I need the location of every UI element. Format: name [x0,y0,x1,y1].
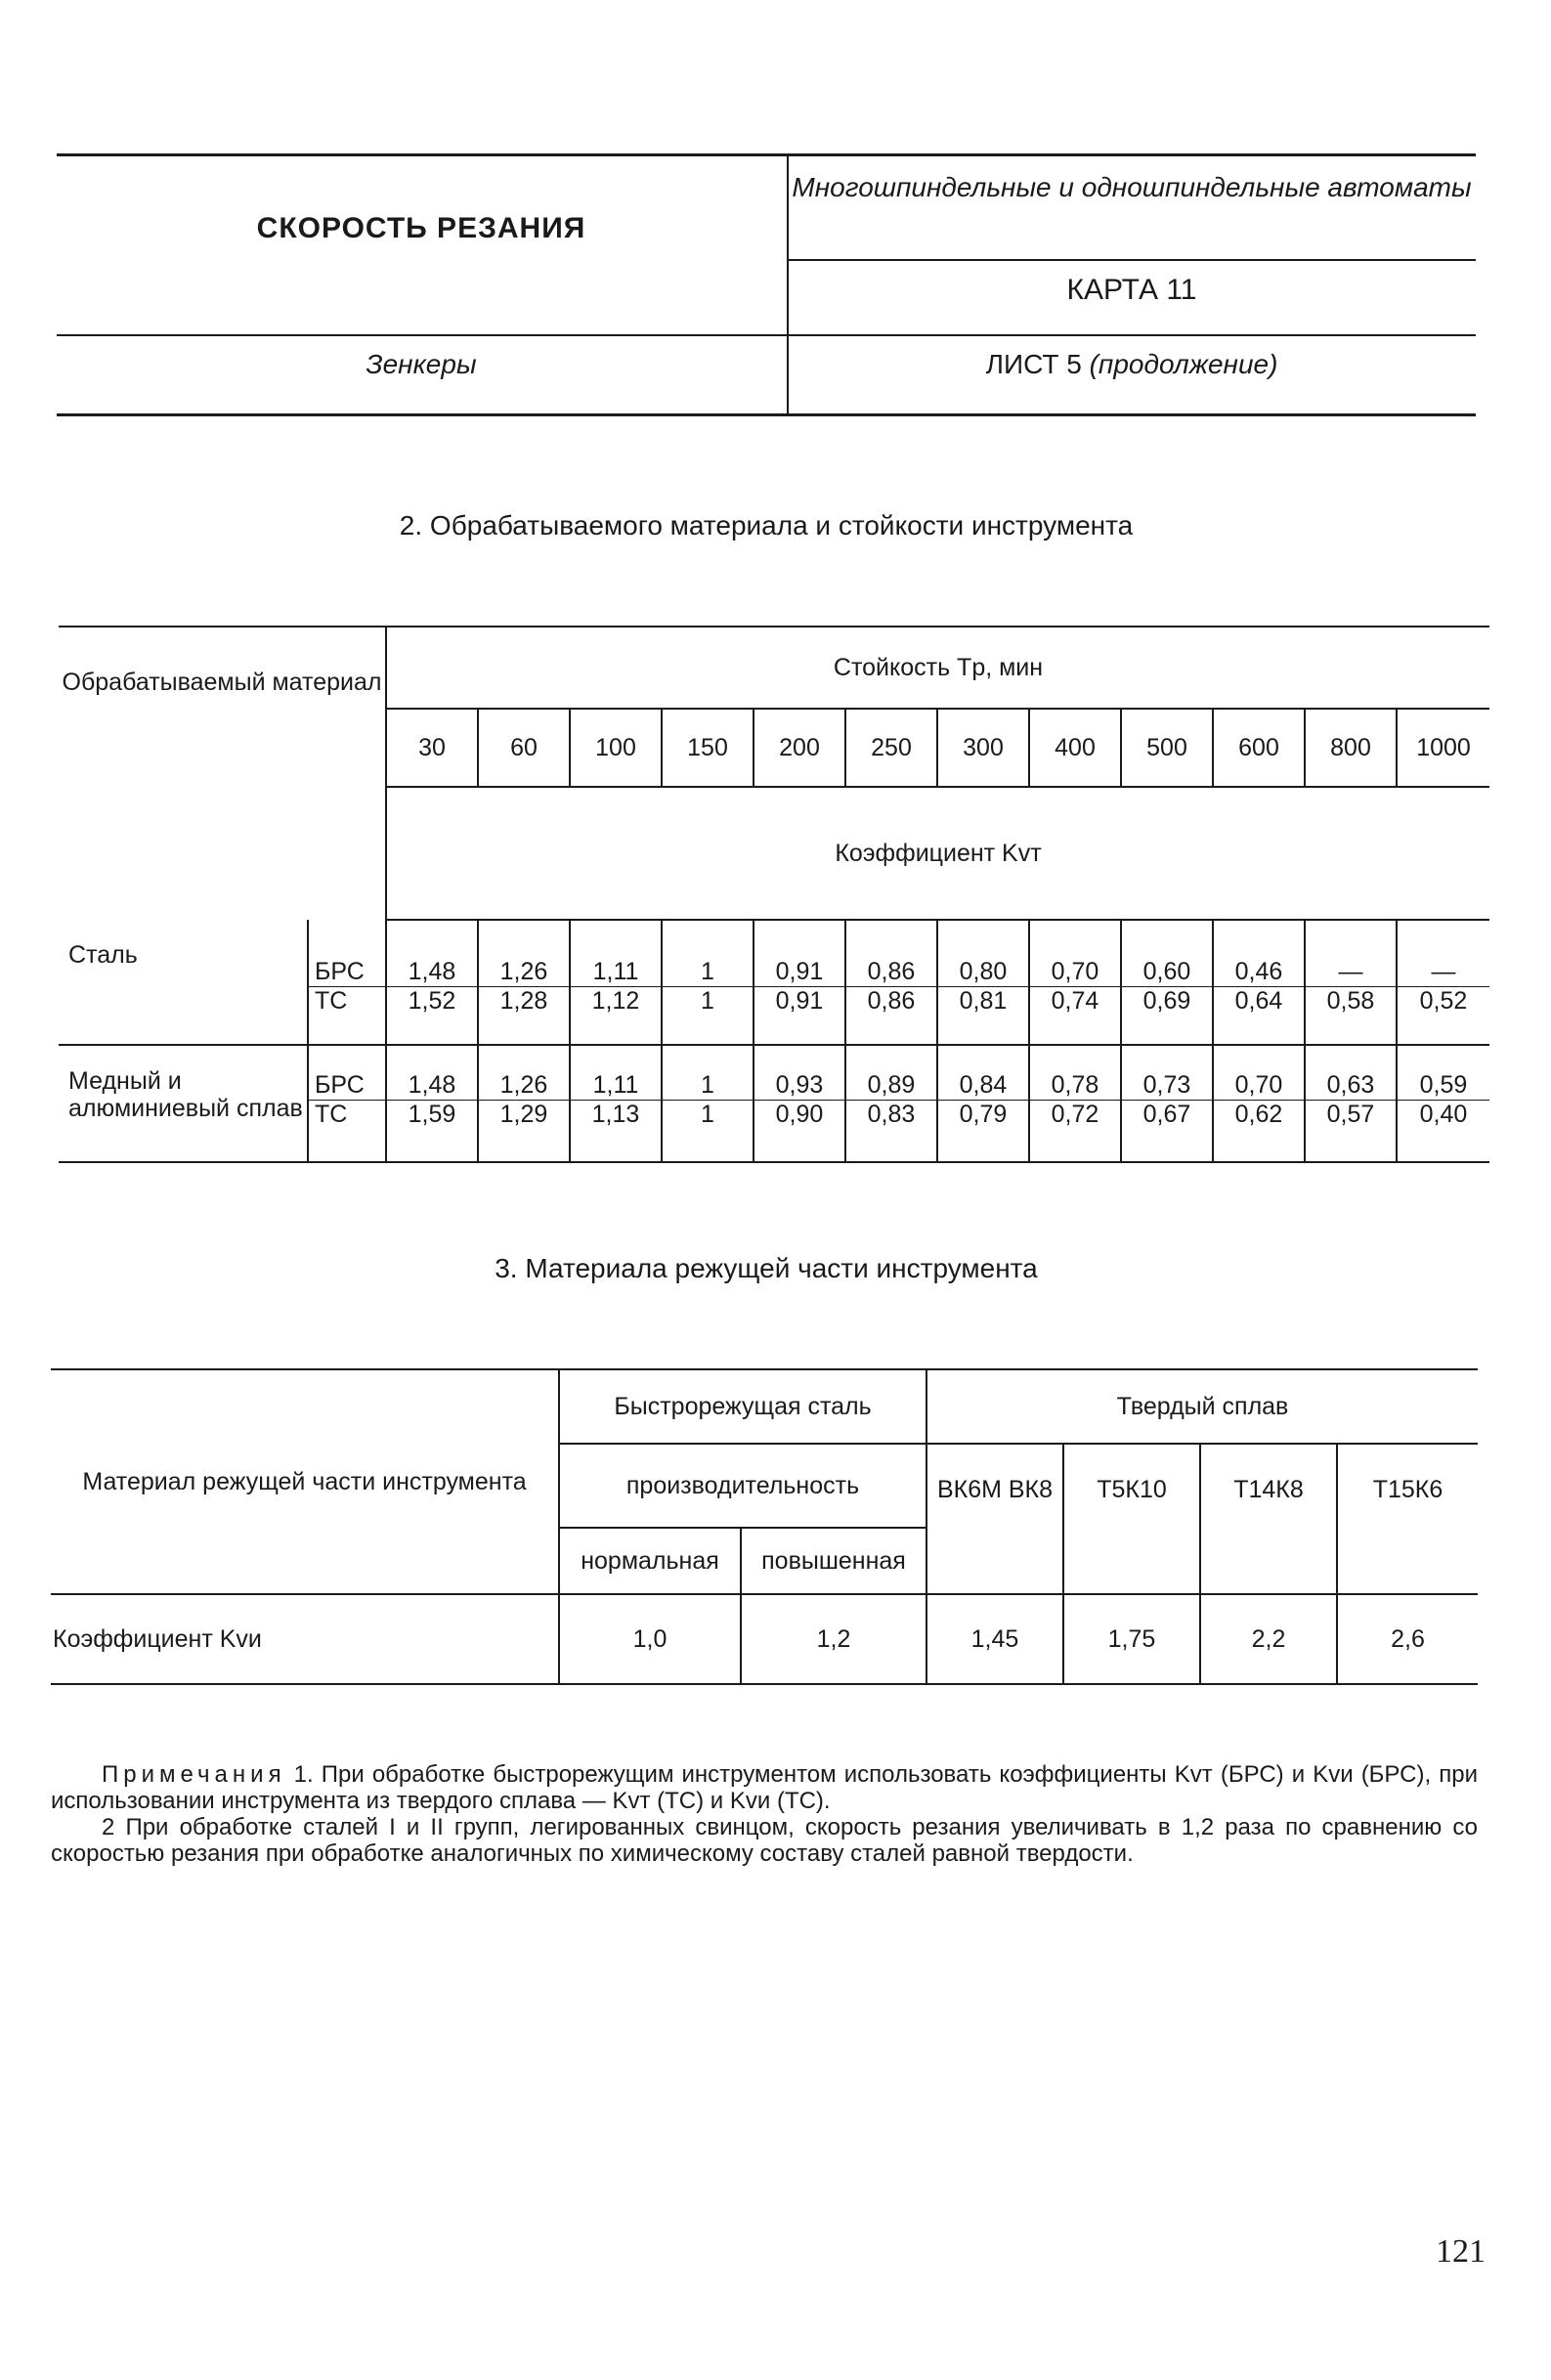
cell: 0,74 [1029,986,1121,1045]
tool-material: БРС [308,920,386,986]
cell: 1,0 [559,1594,741,1684]
cell: 0,91 [754,920,845,986]
cell: 0,63 [1305,1045,1397,1100]
cell: 1,48 [386,920,478,986]
cell: 0,78 [1029,1045,1121,1100]
cell: 0,58 [1305,986,1397,1045]
cell: 0,52 [1397,986,1489,1045]
cell: 1,26 [478,920,570,986]
cell: 0,67 [1121,1100,1213,1162]
cell: 1,59 [386,1100,478,1162]
cell: 0,59 [1397,1045,1489,1100]
cell: 0,60 [1121,920,1213,986]
cell: 0,70 [1029,920,1121,986]
card-number: КАРТА 11 [1066,274,1197,306]
cell: 0,86 [845,986,937,1045]
tool-material: БРС [308,1045,386,1100]
cell: 1,75 [1063,1594,1200,1684]
tool-life-value: 1000 [1397,709,1489,787]
notes-label: Примечания [102,1761,286,1788]
cell: 0,46 [1213,920,1305,986]
cell: 1,48 [386,1045,478,1100]
cell: 1,45 [926,1594,1063,1684]
section2-title: 2. Обрабатываемого материала и стойкости инструмента [399,510,1134,541]
alloy-t15k6: Т15К6 [1337,1444,1478,1594]
cell: 1,2 [741,1594,926,1684]
note-1-text: 1. При обработке быстрорежущим инструментом использовать коэффициенты Kvт (БРС) и Kvи (БРС), при использовании инструмента из твердого сплава — Kvт (ТС) и Kvи (ТС). [51,1761,1478,1814]
cell: 0,64 [1213,986,1305,1045]
page-title: СКОРОСТЬ РЕЗАНИЯ [256,212,586,244]
cutting-material-header: Материал режущей части инструмента [51,1369,559,1594]
tool-life-value: 500 [1121,709,1213,787]
table-row [59,920,1489,986]
cell: 0,83 [845,1100,937,1162]
hard-alloy-header: Твердый сплав [926,1369,1478,1444]
cell: 1,29 [478,1100,570,1162]
tool-material: ТС [308,1100,386,1162]
cell: 1 [662,920,754,986]
section3-title: 3. Материала режущей части инструмента [495,1253,1038,1283]
cell: — [1305,920,1397,986]
header-bottom-rule [57,413,1476,416]
productivity-header: производительность [559,1444,926,1528]
material-header: Обрабатываемый материал [59,627,386,920]
sheet-number [790,349,1474,380]
notes [51,1761,1478,1867]
cutting-material-table [51,1368,1478,1685]
material-alloy: Медный и алюминиевый сплав [59,1045,308,1162]
tool-life-header: Стойкость Tр, мин [386,627,1489,709]
note-1 [51,1761,1478,1814]
hss-header: Быстрорежущая сталь [559,1369,926,1444]
sheet-label: ЛИСТ 5 [985,349,1082,379]
machine-type: Многошпиндельные и одношпиндельные автоматы [792,172,1472,202]
header-divider [787,153,789,415]
cell: 2,2 [1200,1594,1337,1684]
cell: 1,12 [570,986,662,1045]
tool-material: ТС [308,986,386,1045]
alloy-t5k10: Т5К10 [1063,1444,1200,1594]
cell: 0,57 [1305,1100,1397,1162]
cell: 0,73 [1121,1045,1213,1100]
tool-life-value: 400 [1029,709,1121,787]
tool-life-table [59,626,1489,1163]
cell: 0,90 [754,1100,845,1162]
note-2: 2 При обработке сталей I и II групп, легированных свинцом, скорость резания увеличивать в 1,2 раза по сравнению со скоростью резания при обработке аналогичных по химическому составу сталей равной твердости. [51,1814,1478,1867]
tool-life-value: 200 [754,709,845,787]
cell: 1 [662,1100,754,1162]
table-row [51,1594,1478,1684]
cell: 1 [662,986,754,1045]
coefficient-header: Коэффициент Kvт [386,787,1489,920]
alloy-vk: ВК6М ВК8 [926,1444,1063,1594]
normal-header: нормальная [559,1528,741,1594]
table-row [59,1045,1489,1100]
tool-life-value: 800 [1305,709,1397,787]
coefficient-label: Коэффициент Kvи [51,1594,559,1684]
material-steel: Сталь [68,941,138,969]
cell: 1,26 [478,1045,570,1100]
tool-type: Зенкеры [366,349,477,379]
tool-life-value: 300 [937,709,1029,787]
cell: — [1397,920,1489,986]
header-top-rule [57,153,1476,156]
tool-life-value: 250 [845,709,937,787]
cell: 0,69 [1121,986,1213,1045]
cell: 0,91 [754,986,845,1045]
cell: 1,11 [570,1045,662,1100]
cell: 0,62 [1213,1100,1305,1162]
sheet-note: (продолжение) [1089,349,1278,379]
tool-life-value: 150 [662,709,754,787]
alloy-t14k8: Т14К8 [1200,1444,1337,1594]
cell: 0,84 [937,1045,1029,1100]
tool-life-value: 100 [570,709,662,787]
tool-life-value: 600 [1213,709,1305,787]
cell: 0,70 [1213,1045,1305,1100]
header-mid-rule [57,334,1476,336]
header-block [57,153,1476,415]
increased-header: повышенная [741,1528,926,1594]
tool-life-value: 60 [478,709,570,787]
cell: 0,72 [1029,1100,1121,1162]
cell: 0,86 [845,920,937,986]
cell: 2,6 [1337,1594,1478,1684]
cell: 1,52 [386,986,478,1045]
cell: 0,89 [845,1045,937,1100]
tool-life-value: 30 [386,709,478,787]
cell: 0,40 [1397,1100,1489,1162]
page-number: 121 [1436,2233,1486,2270]
cell: 1 [662,1045,754,1100]
cell: 1,13 [570,1100,662,1162]
cell: 0,80 [937,920,1029,986]
cell: 0,79 [937,1100,1029,1162]
cell: 1,28 [478,986,570,1045]
header-card-rule [788,259,1476,261]
cell: 0,81 [937,986,1029,1045]
cell: 0,93 [754,1045,845,1100]
cell: 1,11 [570,920,662,986]
